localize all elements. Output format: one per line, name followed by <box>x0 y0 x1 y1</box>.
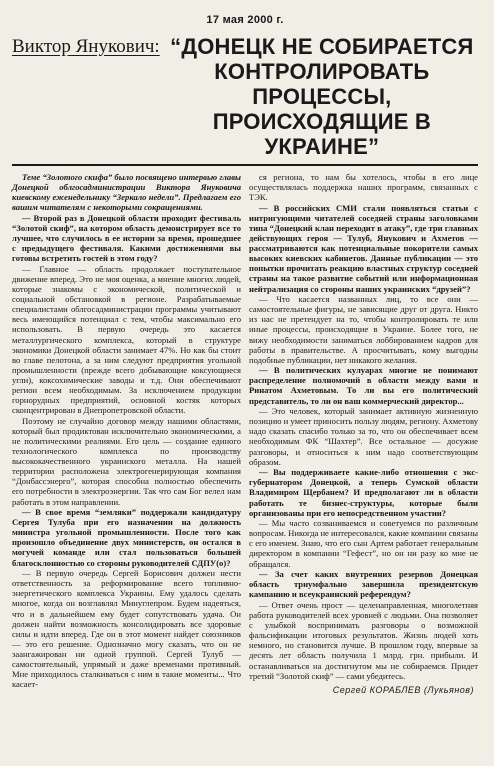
answer-paragraph: — В первую очередь Сергей Борисович должен нести ответственность за реформирование всего топливно-энергетического комплекса Украины. Ему удалось сделать многое, когда он возглавлял Минуглепром. Будем надеяться, что и в дальнейшем ему будет сопутствовать удача. Он должен найти возможность консолидировать все здоровые силы и идти вперед. Где он в этот момент найдет союзников — это его решение. Однозначно могу сказать, что он не заангажирован ни одной группой. Сергей Тулуб — самостоятельный, упрямый и даже временами противный. Мне приходилось сталкиваться с ним в такие моменты... Что касает- <box>12 568 241 690</box>
question-paragraph: — Второй раз в Донецкой области проходит фестиваль “Золотой скиф”, на котором область демонстрирует все то лучшее, что случилось в ее истории за время, прошедшее с предыдущего фестиваля. Какими достижениями вы готовы встретить гостей в этом году? <box>12 212 241 264</box>
article-body <box>12 172 478 695</box>
question-paragraph: — В российских СМИ стали появляться статьи с интригующими читателей соседней страны заголовками типа “Донецкий клан переходит в атаку”, где три главных действующих героя — Тулуб, Янукович и Ахметов — рассматриваются как потенциальные покорители самых высоких киевских кабинетов. Данные публикации — это попытки прочитать реакцию властных структур соседней страны на такое развитие событий или информационная нейтрализация со стороны наших украинских “друзей”? <box>249 202 478 294</box>
right-column <box>249 172 478 695</box>
question-paragraph: — В свое время “земляки” поддержали кандидатуру Сергея Тулуба при его назначении на должность министра угольной промышленности. После того как произошло объединение двух министерств, он остался в могучей команде или стал пользоваться большей благосклонностью со стороны руководителей СДПУ(о)? <box>12 507 241 568</box>
answer-paragraph: ся региона, то нам бы хотелось, чтобы в его лице осуществлялась поддержка наших программ, связанных с ТЭК. <box>249 172 478 203</box>
answer-paragraph: — Это человек, который занимает активную жизненную позицию и умеет приносить пользу людям, региону. Ахметову надо сказать спасибо только за то, что он обеспечивает всем необходимым ФК “Шахтер”. Все остальное — досужие разговоры, и относиться к ним надо соответствующим образом. <box>249 406 479 467</box>
answer-paragraph: — Ответ очень прост — целенаправленная, многолетняя работа руководителей всех уровней с людьми. Она позволяет с улыбкой воспринимать разговоры о возможной фальсификации итоговых результатов. Жизнь людей хоть немного, но становится лучше. В прошлом году, впервые за десять лет область получила 1 млрд. грн. прибыли. И останавливаться на достигнутом мы не собираемся. Придет третий “Золотой скиф” — сами убедитесь. <box>249 599 478 681</box>
answer-paragraph: — Главное — область продолжает поступательное движение вперед. Это не моя оценка, а мнение многих людей, которые знакомы с экономической, политической и социальной обстановкой в регионе. Разрабатываемые специалистами облгосадминистрации программы учитывают весь имеющийся потенциал с тем, чтобы максимально его использовать. В первую очередь это касается металлургического комплекса, который в структуре экономики Донецкой области занимает 47%. Но как бы стоит во главе пелотона, а за ним следуют предприятия угольной промышленности (прежде всего добывающие коксующиеся угли), коксохимические заводы и т.д. Они обеспечивают регион всем необходимым. За исключением продукции горнорудных предприятий, основной костяк которых сконцентрирован в Днепропетровской области. <box>12 263 241 416</box>
headline <box>12 34 478 166</box>
article-title: “ДОНЕЦК НЕ СОБИРАЕТСЯ КОНТРОЛИРОВАТЬ ПРОЦЕССЫ, ПРОИСХОДЯЩИЕ В УКРАИНЕ” <box>170 34 474 159</box>
answer-paragraph: — Что касается названных лиц, то все они — самостоятельные фигуры, не зависящие друг от друга. Никто из нас не претендует на то, чтобы контролировать те или иные процессы, происходящие в Украине. Более того, не вижу необходимости заниматься лоббированием кадров для работы в правительстве. А просчитывать, кому выгодны подобные публикации, нет никакого желания. <box>249 294 478 365</box>
left-column <box>12 172 241 695</box>
answer-paragraph: — Мы часто созваниваемся и советуемся по различным вопросам. Никогда не интересовался, какие компании связаны с его именем. Знаю, что его сын Артем работает генеральным директором в компании “Гефест”, но он ни разу ко мне не обращался. <box>249 518 478 569</box>
question-paragraph: — В политических кулуарах многие не понимают распределение полномочий в области между вами и Ринатом Ахметовым. То ли вы его политический представитель, то ли он ваш коммерческий директор... <box>249 365 478 406</box>
publication-date: 17 мая 2000 г. <box>206 14 284 26</box>
question-paragraph: — Вы поддерживаете какие-либо отношения с экс-губернатором Донецкой, а теперь Сумской области Владимиром Щербанем? И предполагают ли в области работать те бизнес-структуры, которые были организованы при его непосредственном участии? <box>249 467 478 518</box>
author-name: Виктор Янукович: <box>12 36 160 57</box>
answer-paragraph: Поэтому не случайно договор между нашими областями, который был продиктован исключительно экономическими, а не политическими реалиями. Его цель — создание единого технологического комплекса по производству высококачественного украинского металла. На нашей территории расположена электрогенерирующая компания “Донбассэнерго”, которая способна полностью обеспечить его потребности в электроэнергии. Так что сам Бог велел нам работать в этом направлении. <box>12 415 241 507</box>
question-paragraph: — За счет каких внутренних резервов Донецкая область триумфально завершила президентскую кампанию и всеукраинский референдум? <box>249 569 478 600</box>
signature: Сергей КОРАБЛЕВ (Лукьянов) <box>332 684 474 695</box>
intro-paragraph: Теме “Золотого скифа” было посвящено интервью главы Донецкой облгосадминистрации Виктора Януковича киевскому еженедельнику “Зеркало недели”. Предлагаем его вашим читателям с некоторыми сокращениями. <box>12 172 241 213</box>
